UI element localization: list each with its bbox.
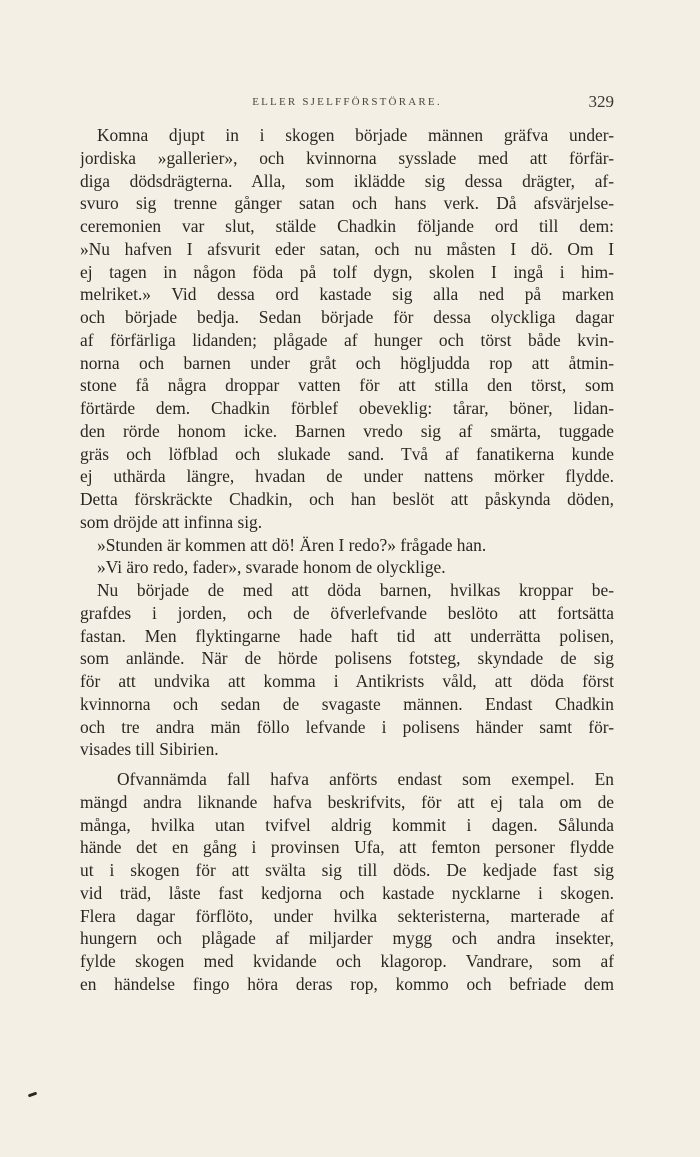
- text-line: af förfärliga lidanden; plågade af hunger och törst både kvin-: [80, 329, 614, 350]
- text-line: fylde skogen med kvidande och klagorop. Vandrare, som af: [80, 951, 614, 971]
- text-line: för att undvika att komma i Antikrists våld, att döda först: [80, 671, 614, 691]
- text-line: ej uthärda längre, hvadan de under nattens mörker flydde.: [80, 466, 614, 487]
- text-line: Komna djupt in i skogen började männen gräfva under-: [97, 125, 614, 145]
- text-line: som dröjde att infinna sig.: [80, 511, 263, 532]
- text-line: »Vi äro redo, fader», svarade honom de olycklige.: [97, 557, 446, 578]
- paragraph: [80, 579, 614, 761]
- text-line: hände det en gång i provinsen Ufa, att femton personer flydde: [80, 837, 614, 858]
- paragraph-gap: [80, 761, 614, 768]
- page-number: 329: [588, 92, 614, 111]
- paragraph: [80, 534, 614, 557]
- text-line: melriket.» Vid dessa ord kastade sig alla ned på marken: [80, 284, 614, 305]
- paragraph: [80, 124, 614, 534]
- text-line: gräs och löfblad och slukade sand. Två af fanatikerna kunde: [80, 443, 614, 464]
- text-line: fastan. Men flyktingarne hade haft tid att underrätta polisen,: [80, 625, 614, 646]
- text-line: den rörde honom icke. Barnen vredo sig af smärta, tuggade: [80, 420, 614, 441]
- text-line: kvinnorna och sedan de svagaste männen. Endast Chadkin: [80, 693, 614, 714]
- text-line: visades till Sibirien.: [80, 739, 219, 760]
- text-line: »Nu hafven I afsvurit eder satan, och nu måsten I dö. Om I: [80, 238, 614, 259]
- ink-speck: [28, 1092, 37, 1098]
- body-text: [80, 124, 614, 996]
- text-line: ut i skogen för att svälta sig till döds. De kedjade fast sig: [80, 860, 614, 880]
- text-line: en händelse fingo höra deras rop, kommo och befriade dem: [80, 973, 614, 994]
- text-line: vid träd, låste fast kedjorna och kastade nycklarne i skogen.: [80, 882, 614, 903]
- text-line: diga dödsdrägterna. Alla, som iklädde sig dessa drägter, af-: [80, 170, 614, 191]
- text-line: stone få några droppar vatten för att stilla den törst, som: [80, 375, 614, 396]
- text-line: jordiska »gallerier», och kvinnorna sysslade med att förfär-: [80, 147, 614, 168]
- text-line: mängd andra liknande hafva beskrifvits, för att ej tala om de: [80, 791, 614, 812]
- text-line: norna och barnen under gråt och högljudda rop att åtmin-: [80, 352, 614, 373]
- text-line: och tre andra män föllo lefvande i polisens händer samt för-: [80, 716, 614, 737]
- text-line: grafdes i jorden, och de öfverlefvande beslöto att fortsätta: [80, 602, 614, 623]
- text-line: Flera dagar förflöto, under hvilka sekteristerna, marterade af: [80, 905, 614, 926]
- running-title: ELLER SJELFFÖRSTÖRARE.: [252, 96, 442, 108]
- text-line: Detta förskräckte Chadkin, och han beslöt att påskynda döden,: [80, 489, 614, 509]
- text-line: Ofvannämda fall hafva anförts endast som exempel. En: [117, 769, 614, 789]
- running-header: [80, 92, 614, 112]
- text-line: svuro sig trenne gånger satan och hans verk. Då afsvärjelse-: [80, 193, 614, 214]
- text-line: ceremonien var slut, stälde Chadkin följande ord till dem:: [80, 216, 614, 236]
- text-line: många, hvilka utan tvifvel aldrig kommit i dagen. Sålunda: [80, 814, 614, 835]
- paragraph: [80, 768, 614, 996]
- text-line: ej tagen in någon föda på tolf dygn, skolen I ingå i him-: [80, 261, 614, 282]
- text-line: »Stunden är kommen att dö! Ären I redo?» frågade han.: [97, 534, 487, 555]
- text-line: och började bedja. Sedan började för dessa olyckliga dagar: [80, 307, 614, 327]
- text-line: Nu började de med att döda barnen, hvilkas kroppar be-: [97, 580, 614, 600]
- text-line: hungern och plågade af miljarder mygg och andra insekter,: [80, 928, 614, 949]
- paragraph: [80, 556, 614, 579]
- text-line: som anlände. När de hörde polisens fotsteg, skyndade de sig: [80, 648, 614, 669]
- text-line: förtärde dem. Chadkin förblef obeveklig: tårar, böner, lidan-: [80, 398, 614, 418]
